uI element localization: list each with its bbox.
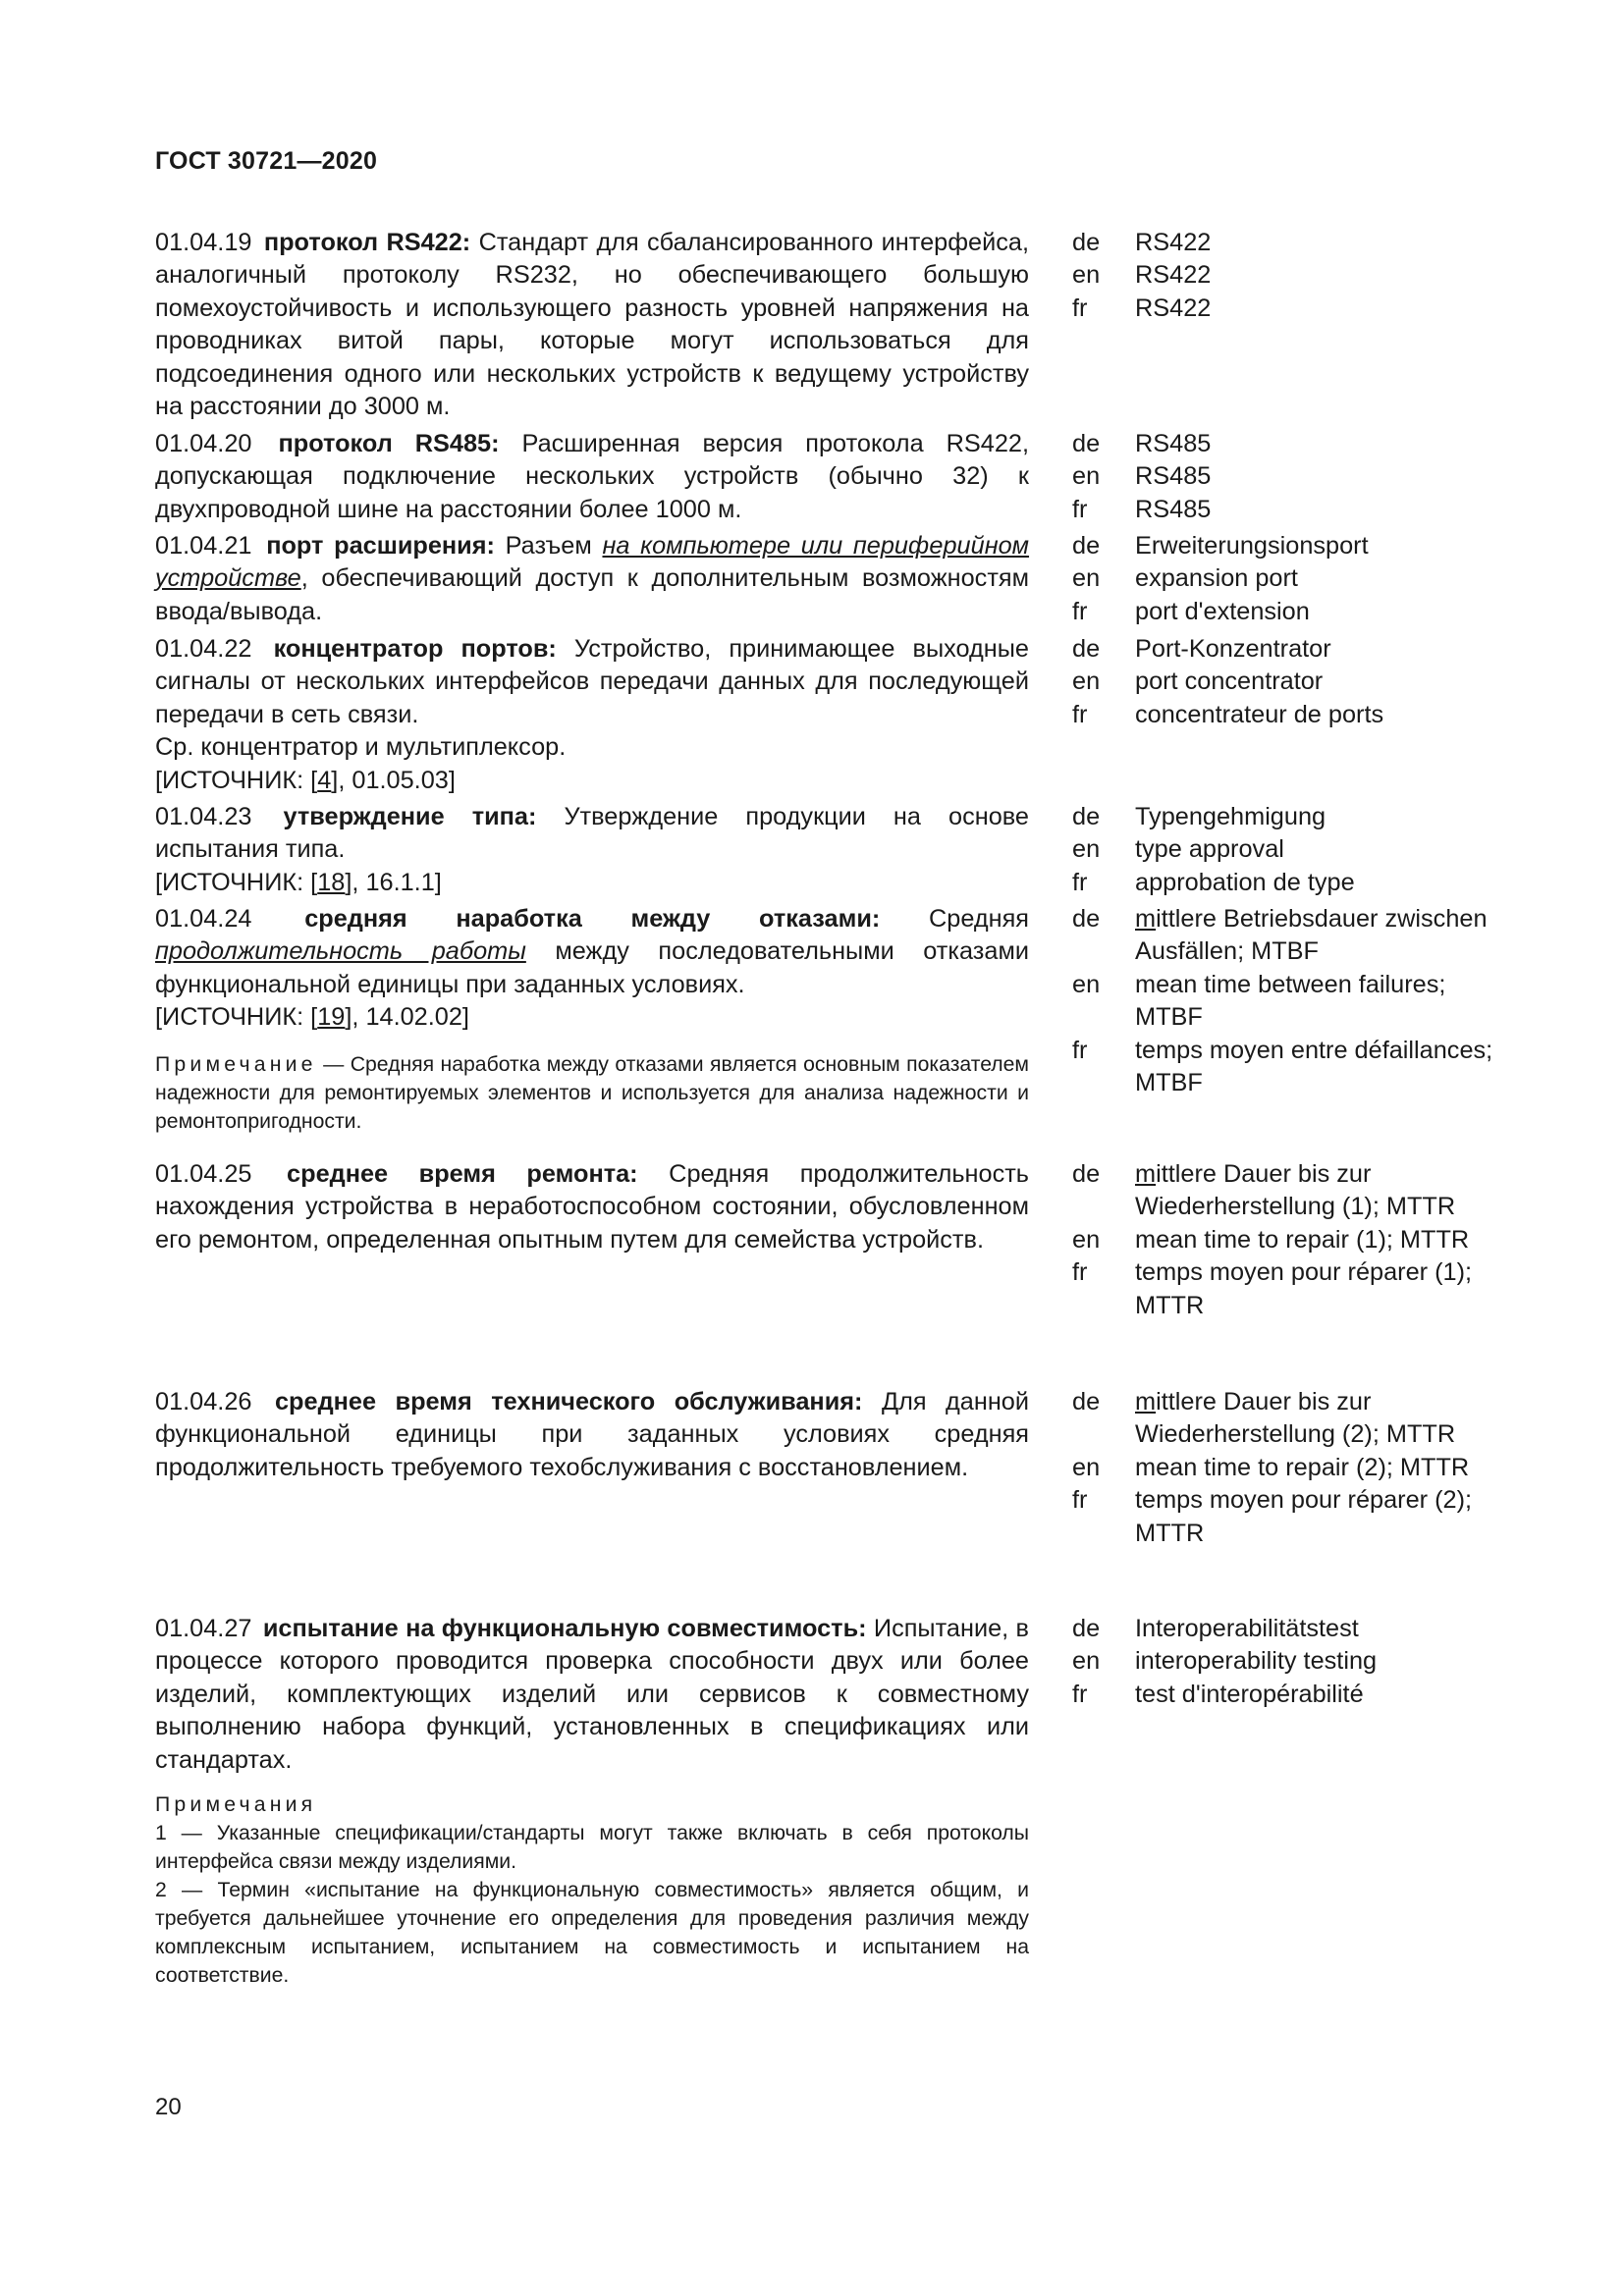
notes: [155, 1790, 1029, 1990]
translation-row: en mean time between failures; MTBF: [1072, 970, 1446, 1032]
term-name: утверждение типа:: [283, 803, 537, 830]
term-definition: [155, 1613, 1029, 1990]
translations: [1072, 903, 1504, 1099]
page-number: 20: [155, 2094, 182, 2120]
term-name: среднее время ремонта:: [287, 1160, 638, 1188]
translations: [1072, 1386, 1504, 1550]
term-name: протокол RS422:: [263, 229, 471, 256]
translations: [1072, 801, 1504, 899]
translation-row: fr test d'interopérabilité: [1072, 1680, 1364, 1708]
translation-row: de Interoperabilitätstest: [1072, 1615, 1359, 1642]
term-number: 01.04.25: [155, 1160, 252, 1188]
term-number: 01.04.26: [155, 1388, 252, 1415]
translation-row: fr temps moyen pour réparer (1); MTTR: [1072, 1258, 1473, 1319]
definition-text: Испытание, в процессе которого проводится проверка способности двух или более изделий, комплектующих изделий или сервисов к совместному выполнению набора функций, установленных в спецификациях или стандартах.: [155, 1615, 1029, 1774]
translation-row: de Erweiterungsionsport: [1072, 532, 1369, 560]
term-number: 01.04.19: [155, 229, 252, 256]
translations: [1072, 530, 1504, 628]
translation-row: de mittlere Dauer bis zur Wiederherstellung (2); MTTR: [1072, 1388, 1456, 1449]
term-name: концентратор портов:: [273, 635, 557, 663]
translation-row: en mean time to repair (2); MTTR: [1072, 1453, 1470, 1481]
translation-row: en interoperability testing: [1072, 1647, 1378, 1676]
notes-label: Примечания: [155, 1793, 317, 1817]
translation-row: en mean time to repair (1); MTTR: [1072, 1225, 1470, 1254]
term-definition: [155, 1158, 1029, 1256]
term-name: средняя наработка между отказами:: [304, 905, 881, 933]
term-name: испытание на функциональную совместимость:: [262, 1615, 867, 1642]
term-definition: [155, 227, 1029, 423]
definition-text: Средняя продолжительность нахождения устройства в неработоспособном состоянии, обусловленном его ремонтом, определенная опытным путем для семейства устройств.: [155, 1160, 1029, 1254]
translation-row: en port concentrator: [1072, 667, 1324, 696]
definition-text: Стандарт для сбалансированного интерфейса, аналогичный протоколу RS232, но обеспечивающего большую помехоустойчивость и использующего разность уровней напряжения на проводниках витой пары, которые могут использоваться для подсоединения одного или нескольких устройств к ведущему устройству на расстоянии до 3000 м.: [155, 229, 1029, 421]
note-label: Примечание: [155, 1052, 317, 1076]
translation-row: fr approbation de type: [1072, 868, 1355, 896]
definition-text: Утверждение продукции на основе испытания типа.: [155, 803, 1029, 864]
definition-text: Устройство, принимающее выходные сигналы от нескольких интерфейсов передачи данных для последующей передачи в сеть связи.: [155, 635, 1029, 728]
term-number: 01.04.20: [155, 430, 252, 457]
translation-row: de mittlere Betriebsdauer zwischen Ausfällen; MTBF: [1072, 905, 1488, 966]
term-definition: [155, 1386, 1029, 1484]
translation-row: de Typengehmigung: [1072, 803, 1326, 830]
translations: [1072, 1158, 1504, 1322]
cross-reference: Ср. концентратор и мультиплексор.: [155, 733, 567, 762]
definition-text: Для данной функциональной единицы при заданных условиях средняя продолжительность требуемого техобслуживания с восстановлением.: [155, 1388, 1029, 1481]
document-header: ГОСТ 30721—2020: [155, 147, 378, 175]
translations: [1072, 1613, 1504, 1711]
term-definition: [155, 530, 1029, 628]
note: [155, 1050, 1029, 1136]
term-name: порт расширения:: [266, 532, 495, 560]
term-definition: [155, 633, 1029, 797]
translation-row: de RS422: [1072, 229, 1212, 256]
term-number: 01.04.21: [155, 532, 252, 560]
term-definition: [155, 428, 1029, 526]
note-item: 1 — Указанные спецификации/стандарты могут также включать в себя протоколы интерфейса связи между изделиями.: [155, 1822, 1029, 1874]
note-item: 2 — Термин «испытание на функциональную совместимость» является общим, и требуется дальнейшее уточнение его определения для проведения различия между комплексным испытанием, испытанием на совместимость и испытанием на соответствие.: [155, 1879, 1029, 1988]
term-definition: [155, 903, 1029, 1136]
definition-text: Разъем на компьютере или периферийном устройстве, обеспечивающий доступ к дополнительным возможностям ввода/вывода.: [155, 532, 1030, 625]
translation-row: fr RS485: [1072, 495, 1212, 523]
definition-text: Расширенная версия протокола RS422, допускающая подключение нескольких устройств (обычно 32) к двухпроводной шине на расстоянии более 1000 м.: [155, 430, 1030, 523]
translation-row: en RS422: [1072, 261, 1212, 290]
translation-row: en expansion port: [1072, 564, 1298, 593]
translation-row: fr temps moyen entre défaillances; MTBF: [1072, 1036, 1493, 1097]
translation-row: en RS485: [1072, 462, 1212, 491]
term-number: 01.04.24: [155, 905, 252, 933]
translation-row: fr temps moyen pour réparer (2); MTTR: [1072, 1486, 1473, 1547]
term-number: 01.04.22: [155, 635, 252, 663]
translations: [1072, 633, 1504, 731]
term-number: 01.04.23: [155, 803, 252, 830]
term-definition: [155, 801, 1029, 899]
definition-text: Средняя продолжительность работы между последовательными отказами функциональной единицы при заданных условиях.: [155, 905, 1029, 998]
translations: [1072, 428, 1504, 526]
source-reference: [ИСТОЧНИК: [19], 14.02.02]: [155, 1003, 469, 1032]
source-reference: [ИСТОЧНИК: [4], 01.05.03]: [155, 766, 456, 794]
translation-row: de mittlere Dauer bis zur Wiederherstellung (1); MTTR: [1072, 1160, 1456, 1221]
translation-row: de RS485: [1072, 430, 1212, 457]
translation-row: de Port-Konzentrator: [1072, 635, 1331, 663]
note-text: — Средняя наработка между отказами является основным показателем надежности для ремонтируемых элементов и используется для анализа надежности и ремонтопригодности.: [155, 1052, 1029, 1133]
translation-row: fr concentrateur de ports: [1072, 700, 1384, 728]
translation-row: en type approval: [1072, 835, 1284, 864]
term-name: среднее время технического обслуживания:: [274, 1388, 863, 1415]
term-number: 01.04.27: [155, 1615, 252, 1642]
translation-row: fr RS422: [1072, 294, 1212, 322]
translation-row: fr port d'extension: [1072, 597, 1310, 625]
source-reference: [ИСТОЧНИК: [18], 16.1.1]: [155, 868, 442, 896]
term-name: протокол RS485:: [278, 430, 500, 457]
translations: [1072, 227, 1504, 325]
